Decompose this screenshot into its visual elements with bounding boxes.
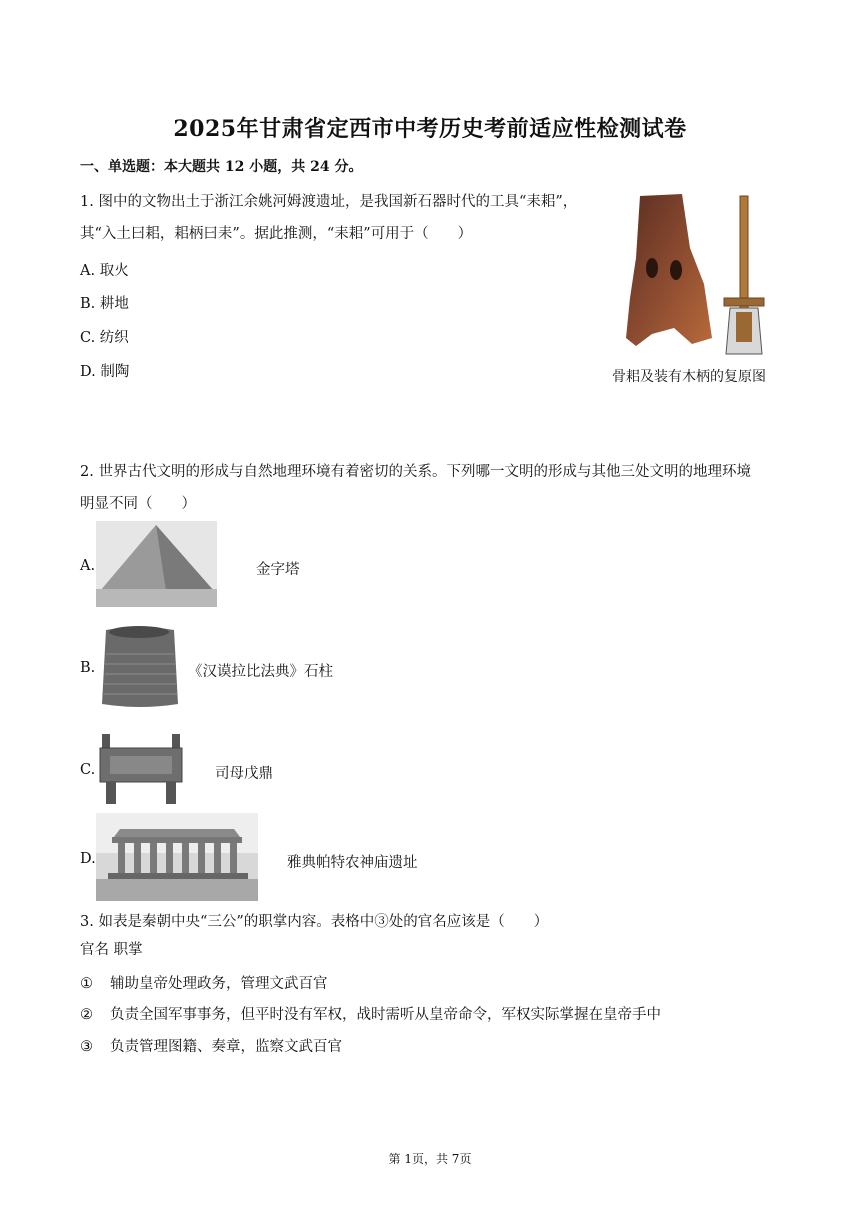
pyramid-image <box>96 521 217 607</box>
stele-image <box>96 624 182 710</box>
q1-image-caption: 骨耜及装有木柄的复原图 <box>612 369 766 385</box>
bone-plough-illustration <box>612 188 782 360</box>
q2-option-a-caption: 金字塔 <box>256 562 300 578</box>
q3-table-row-1 <box>80 972 328 993</box>
q1-option-a: A. 取火 <box>80 263 129 279</box>
q2-option-d-letter: D. <box>80 851 96 867</box>
q2-stem-line1: 2. 世界古代文明的形成与自然地理环境有着密切的关系。下列哪一文明的形成与其他三处文明的地理环境 <box>80 464 751 480</box>
q1-option-c: C. 纺织 <box>80 330 129 346</box>
pyramid-illustration <box>96 521 217 607</box>
page-footer: 第 1页，共 7页 <box>388 1152 472 1166</box>
bone-plough-image <box>612 188 782 360</box>
stele-illustration <box>96 624 182 710</box>
row-duty: 辅助皇帝处理政务，管理文武百官 <box>110 976 328 992</box>
row-number: ① <box>80 976 93 992</box>
page-title: 2025年甘肃省定西市中考历史考前适应性检测试卷 <box>173 116 687 142</box>
parthenon-illustration <box>96 813 258 901</box>
q1-stem-line2: 其“入土曰耜，耜柄曰耒”。据此推测，“耒耜”可用于（ ） <box>80 226 473 242</box>
q2-stem-line2: 明显不同（ ） <box>80 496 196 512</box>
q2-option-b-letter: B. <box>80 660 96 676</box>
ding-illustration <box>96 730 186 806</box>
row-duty: 负责管理图籍、奏章，监察文武百官 <box>110 1039 342 1055</box>
q1-option-b: B. 耕地 <box>80 296 129 312</box>
q3-table-row-2 <box>80 1003 661 1024</box>
q2-option-c-caption: 司母戊鼎 <box>215 766 273 782</box>
q2-option-c-letter: C. <box>80 762 96 778</box>
row-number: ③ <box>80 1039 93 1055</box>
q3-table-header: 官名 职掌 <box>80 942 143 958</box>
parthenon-image <box>96 813 258 901</box>
row-number: ② <box>80 1007 93 1023</box>
q2-option-a-letter: A. <box>80 558 96 574</box>
q2-option-d-caption: 雅典帕特农神庙遗址 <box>287 855 418 871</box>
q2-option-b-caption: 《汉谟拉比法典》石柱 <box>188 664 333 680</box>
q1-option-d: D. 制陶 <box>80 364 130 380</box>
q3-table-row-3 <box>80 1035 342 1056</box>
q1-stem-line1: 1. 图中的文物出土于浙江余姚河姆渡遗址，是我国新石器时代的工具“耒耜”， <box>80 194 578 210</box>
row-duty: 负责全国军事事务，但平时没有军权，战时需听从皇帝命令，军权实际掌握在皇帝手中 <box>110 1007 661 1023</box>
ding-image <box>96 730 186 806</box>
q3-stem: 3. 如表是秦朝中央“三公”的职掌内容。表格中③处的官名应该是（ ） <box>80 914 549 930</box>
section-heading: 一、单选题：本大题共 12 小题，共 24 分。 <box>80 159 363 175</box>
